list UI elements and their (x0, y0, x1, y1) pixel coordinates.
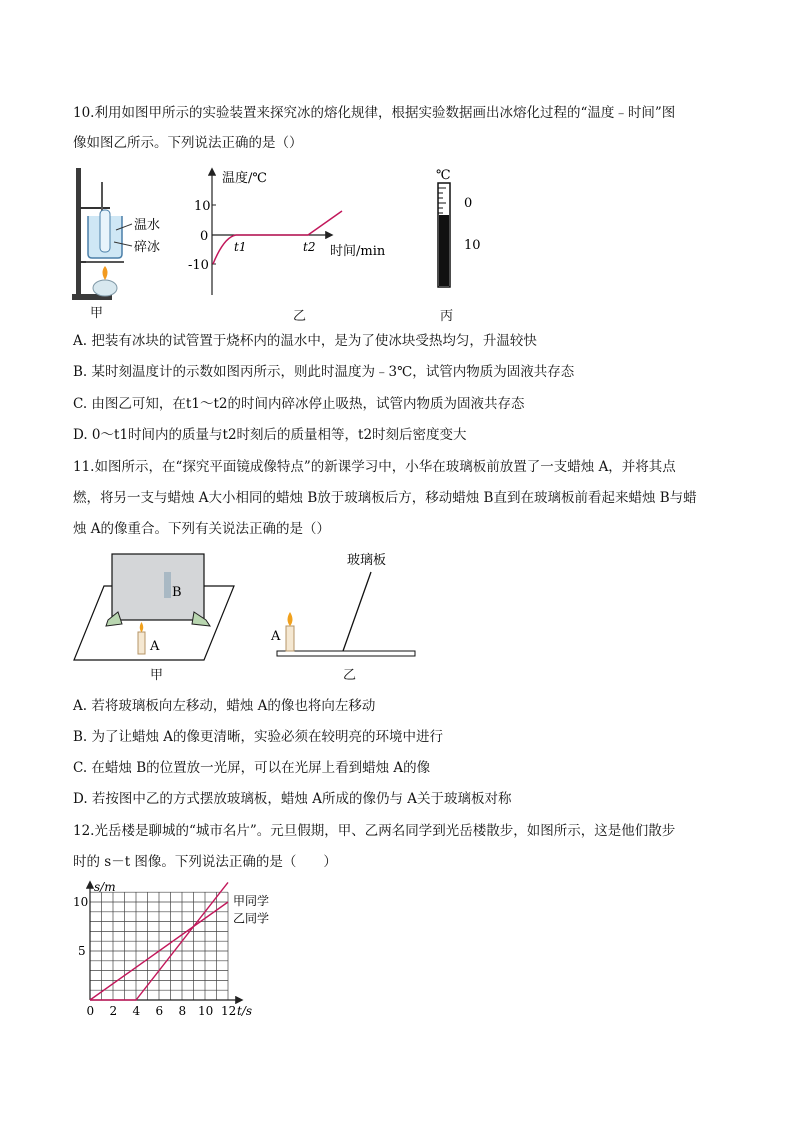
tick-10: 10 (194, 199, 211, 214)
mercury-column (439, 215, 449, 286)
label-crushed-ice: 碎冰 (134, 240, 160, 255)
stand-rod (76, 168, 81, 298)
candle-a-icon (286, 626, 294, 651)
q11-option-b: B. 为了让蜡烛 A的像更清晰，实验必须在较明亮的环境中进行 (73, 729, 444, 745)
candle-b-icon (164, 572, 171, 598)
q11-option-a: A. 若将玻璃板向左移动，蜡烛 A的像也将向左移动 (73, 698, 376, 714)
label-warm-water: 温水 (134, 218, 160, 233)
label-glass-plate: 玻璃板 (347, 553, 387, 568)
q11-mirror-setup-figure (72, 550, 237, 662)
q11-option-d: D. 若按图中乙的方式摆放玻璃板，蜡烛 A所成的像仍与 A关于玻璃板对称 (73, 791, 512, 807)
q10-apparatus-figure (70, 162, 160, 322)
q10-fig-jia-caption: 甲 (90, 306, 104, 321)
chart-ylabel: s/m (94, 880, 116, 894)
q10-option-b: B. 某时刻温度计的示数如图丙所示，则此时温度为﹣3℃，试管内物质为固液共存态 (73, 364, 575, 380)
x-tick-label: 12 (221, 1004, 237, 1018)
table-surface (277, 651, 415, 656)
alcohol-lamp-icon (93, 280, 117, 296)
tick-0: 0 (200, 229, 209, 244)
q12-stem-line1: 12.光岳楼是聊城的“城市名片”。元旦假期，甲、乙两名同学到光岳楼散步，如图所示，这是他们散步 (73, 823, 676, 839)
tick-10-label: 10 (464, 238, 481, 253)
q11-tilted-glass-figure (265, 548, 425, 660)
tick-0-label: 0 (464, 196, 473, 211)
x-tick-label: 0 (86, 1004, 95, 1018)
thermometer-unit: ℃ (436, 168, 451, 183)
t1-label: t1 (234, 240, 247, 254)
label-b: B (172, 585, 182, 600)
q10-option-a: A. 把装有冰块的试管置于烧杯内的温水中，是为了使冰块受热均匀，升温较快 (73, 333, 537, 349)
candle-a-icon (138, 632, 145, 654)
q12-stem-line2: 时的 s－t 图像。下列说法正确的是（ ） (73, 854, 337, 870)
q10-option-c: C. 由图乙可知，在t1～t2的时间内碎冰停止吸热，试管内物质为固液共存态 (73, 396, 525, 412)
glass-plate (112, 554, 204, 620)
x-tick-label: 8 (178, 1004, 187, 1018)
label-a: A (150, 639, 160, 654)
q10-option-d: D. 0～t1时间内的质量与t2时刻后的质量相等，t2时刻后密度变大 (73, 427, 467, 443)
x-tick-label: 2 (109, 1004, 118, 1018)
x-tick-label: 4 (132, 1004, 141, 1018)
q10-temperature-time-graph (180, 165, 400, 300)
q11-stem-line3: 烛 A的像重合。下列有关说法正确的是（） (73, 521, 331, 537)
y-tick-label: 10 (73, 895, 89, 909)
q10-stem-line1: 10.利用如图甲所示的实验装置来探究冰的熔化规律，根据实验数据画出冰熔化过程的“温度﹣时间”图 (73, 105, 676, 121)
x-tick-label: 10 (198, 1004, 214, 1018)
q12-st-chart (70, 880, 290, 1020)
x-tick-label: 6 (155, 1004, 164, 1018)
q11-option-c: C. 在蜡烛 B的位置放一光屏，可以在光屏上看到蜡烛 A的像 (73, 760, 431, 776)
q11-stem-line1: 11.如图所示，在“探究平面镜成像特点”的新课学习中，小华在玻璃板前放置了一支蜡烛 A，并将其点 (73, 459, 676, 475)
series-label-1: 甲同学 (233, 894, 270, 908)
label-a: A (271, 629, 281, 644)
y-axis-label: 温度/℃ (222, 171, 267, 186)
y-tick-label: 5 (78, 944, 86, 958)
q11-fig-yi-caption: 乙 (343, 668, 357, 683)
t2-label: t2 (303, 240, 316, 254)
candle-a-flame-icon (288, 612, 293, 626)
q11-stem-line2: 燃，将另一支与蜡烛 A大小相同的蜡烛 B放于玻璃板后方，移动蜡烛 B直到在玻璃板前看起来蜡烛 B与蜡 (73, 490, 697, 506)
q10-thermometer-figure (420, 165, 500, 290)
flame-icon (103, 266, 108, 280)
chart-xlabel: t/s (237, 1004, 253, 1018)
tilted-glass-line (343, 572, 371, 651)
x-axis-label: 时间/min (330, 244, 386, 259)
q11-fig-jia-caption: 甲 (150, 668, 164, 683)
tick-minus10: -10 (188, 258, 209, 273)
q10-stem-line2: 像如图乙所示。下列说法正确的是（） (73, 135, 303, 151)
test-tube-icon (100, 210, 110, 252)
q10-fig-bing-caption: 丙 (440, 309, 454, 324)
series-label-2: 乙同学 (233, 911, 270, 926)
melting-curve (213, 211, 342, 264)
q10-fig-yi-caption: 乙 (293, 309, 307, 324)
